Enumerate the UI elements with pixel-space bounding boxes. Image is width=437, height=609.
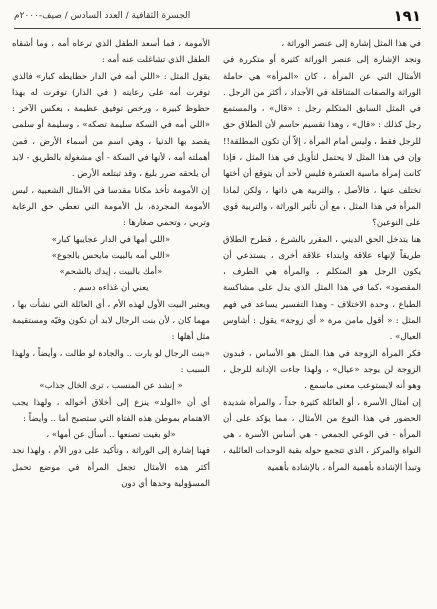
journal-title: الجسرة الثقافية / العدد السادس / صيف-٢٠٠٠م	[14, 11, 191, 21]
right-column	[223, 36, 421, 602]
paragraph: فهنا إشارة إلى الوراثة ، وتأكيد على دور الأم ، ولهذا نجد أكثر هذه الأمثال تجعل المرأة في موضع تحمل المسؤولية وحدها أي دون	[12, 446, 210, 490]
proverb-quote: «اللي أمها في الدار عجايبها كبار»	[51, 234, 171, 245]
paragraph: ونجد الإشارة إلى عنصر الوراثة كثيرة أو متكررة في الأمثال التي عن المرأة ، كان «المرأة» هي حاملة الوراثة والصفات المتناقلة في الأجداد ، أكثر من الرجل . في المثل السابق المتكلم رجل : «قال» ، والمستمع رجل كذلك : «قال» ، وهذا تقسيم حاسم لأن الطلاق حق للرجل فقط ، وليس أمام المرأة ، إلاّ أن تكون المطلقة!! وإن في هذا المثل لا يحتمل لتأويل في هذا المثل ، فإذا كانت إمرأة ماسية العشرة فليس لأحد أن يتوقع أن أختها تختلف عنها ، فالأصل ، والتربية هي ذاتها ، ولكن لماذا المرأة في هذا المثل ، مع أن تأثير الوراثة ، والتربية قوي على النوعين؟	[223, 55, 421, 229]
paragraph: إن أمثال الأسرة ، أو العائلة كثيرة جداً ، والمرأة شديدة الحضور في هذا النوع من الأمثال ، مما يؤكد على أن المرأة - في الوعي الجمعي - هي أساس الأسرة ، هي النواة والمركز ، الذي تتجمع حوله بقية الوحدات العائلية ، وتبدأ الإشادة بأهمية المرأة ، بالإشادة بأهمية	[223, 397, 421, 473]
paragraph: ويعتبر البيت الأول لهذه الأم ، أي العائلة التي نشأت بها ، مهما كان ، لأن بنت الرجال لابد أن تكون وفيّه ومستقيمة مثل أهلها :	[12, 299, 210, 343]
paragraph: في هذا المثل إشارة إلى عنصر الوراثة ،	[281, 39, 421, 49]
left-column	[12, 36, 210, 602]
paragraph: فكر المرأة الزوجة في هذا المثل هو الأساس ، فبدون الزوجة لن يوجد «عيال» ، ولهذا جاءت الإدانة للرجل ، وهو أنه لايستوعب معنى ماسمع .	[223, 348, 421, 392]
paragraph: إن الأمومة تأخذ مكانا مقدسا في الأمثال الشعبية ، ليس الأمومة المجردة، بل الأمومة التي تعطي حق الرعاية وتربي ، وتحمي صغارها :	[12, 185, 210, 229]
proverb-quote: « إنشد عن المنسب ، ترى الخال جذاب»	[39, 381, 183, 392]
proverb-quote: «لو بغيت تصنعها .. أسأل عن أمها» ،	[46, 430, 176, 441]
paragraph: يعني أن غذاءه دسم .	[73, 283, 149, 294]
paragraph: الأمومة ، فما أسعد الطفل الذي ترعاه أمه ، وما أشقاه الطفل الذي تشاغلت عنه أمه :	[12, 39, 210, 66]
proverb-quote: «أمك بالبيت ، إيدك بالشحم»	[59, 267, 163, 278]
header-rule	[14, 28, 421, 29]
proverb-quote: «اللي أمه بالبيت مايحس بالجوع»	[51, 250, 171, 261]
page-header	[14, 6, 421, 26]
page-number: ١٩١	[393, 7, 421, 25]
paragraph: «بنت الرجال لو بارت .. والجادة لو طالت ، وأيضاً ، ولهذا السبب :	[12, 348, 210, 375]
paragraph: يقول المثل : «اللي أمه في الدار حطايطه كبار» فالذي توفرت أمه على رعايته ( في الدار) توفرت له بهذا حظوظ كبيرة ، ورخص توفيق عظيمة ، بعكس الآخر : «اللي أمه في السكة سليمة تصكه» ، وسليمة أو سلمى يقصد بها الدنيا ، وهي اسم من أسماء الأرض ، فمن أهملته أمه ، لأنها في السكة - أي مشغولة بالطريق - لابد أن يلحقه ضرر بليغ ، وقد تبتلعه الأرض .	[12, 71, 210, 180]
paragraph: هنا يتدخل الحق الديني ، المقرر بالشرع ، فطرح الطلاق طريقاً لإنهاء علاقة وابتداء علاقة أخرى ، يستدعي أن يكون الرجل هو المتكلم ، والمرأة هي الطرف ، المقصود» ،كما في هذا المثل الذي يدل على مشاكسة الطباع ، وحدة الاختلاف - وهذا التفسير يساعد في فهم المثل : « أقول مامن مرة « أي زوجة» يقول : أشاوس العيال» .	[223, 234, 421, 343]
paragraph: أي أن «الولد» ينزع إلى أخلاق أخواله ، ولهذا يجب الاهتمام بموطن هذه الفتاة التي ستصبح أما .. وأيضاً :	[12, 397, 210, 424]
